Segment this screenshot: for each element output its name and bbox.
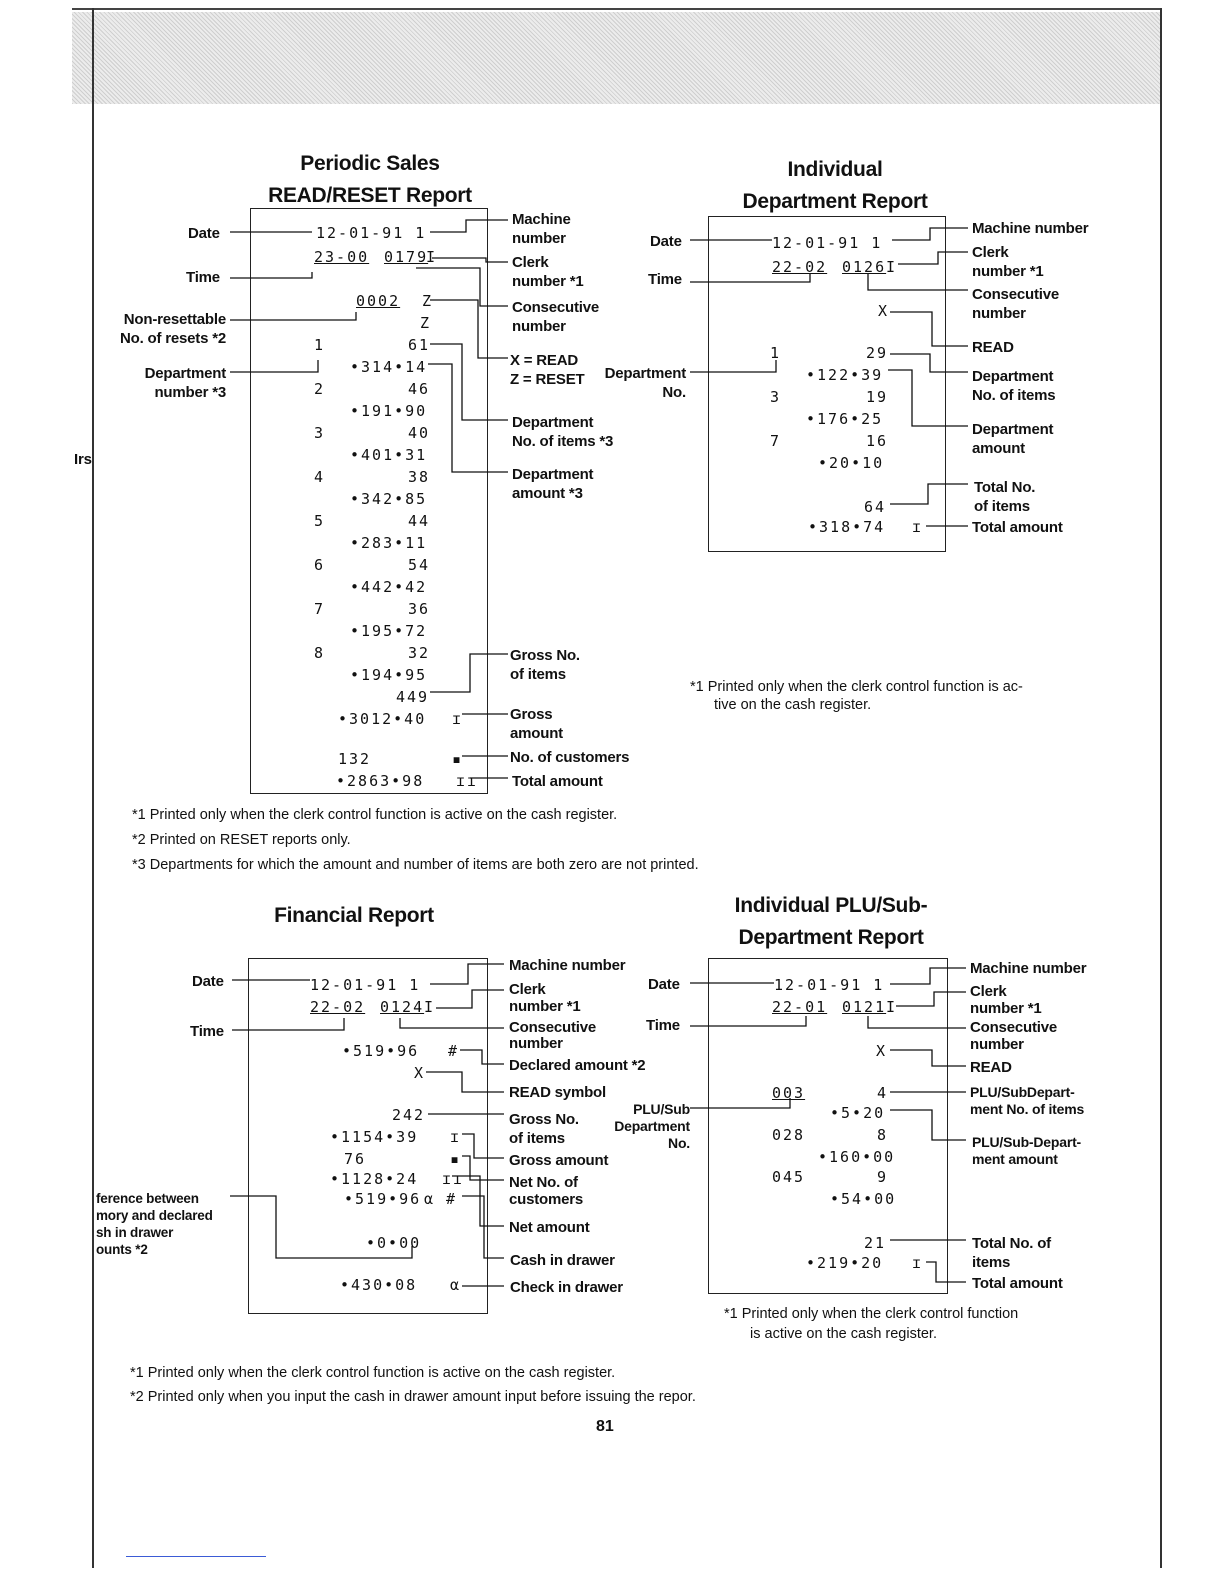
dept-no: 4 bbox=[314, 468, 326, 486]
inddept-time-value: 22-02 bbox=[772, 258, 828, 276]
plu-clerk-label-2: number *1 bbox=[970, 1000, 1042, 1017]
financial-gross-items-label-2: of items bbox=[509, 1130, 565, 1147]
leader-line bbox=[868, 1016, 966, 1028]
margin-fragment: Irs bbox=[74, 451, 92, 468]
plu-title-1: Individual PLU/Sub- bbox=[734, 894, 928, 917]
leader-line bbox=[890, 354, 968, 372]
financial-net-label: Net No. of bbox=[509, 1174, 578, 1191]
dept-items: 38 bbox=[407, 468, 430, 486]
inddept-title-2: Department Report bbox=[742, 190, 928, 213]
financial-customers-symbol: ▪ bbox=[450, 1150, 462, 1168]
inddept-clerk-symbol: I bbox=[886, 258, 898, 276]
dept-no: 8 bbox=[314, 644, 326, 662]
inddept-consec-value: 0126 bbox=[842, 258, 887, 276]
financial-diff-label-3: sh in drawer bbox=[96, 1225, 174, 1240]
dept-amount: •442•42 bbox=[350, 578, 428, 596]
plu-items-label: PLU/SubDepart- bbox=[970, 1084, 1075, 1100]
financial-net-amount: •1128•24 bbox=[330, 1170, 419, 1188]
leader-line bbox=[430, 344, 508, 420]
inddept-row-amount: •122•39 bbox=[806, 366, 884, 384]
periodic-date-value: 12-01-91 1 bbox=[316, 224, 427, 242]
periodic-consec-value: 0179 bbox=[384, 248, 429, 266]
financial-gross-symbol: ɪ bbox=[450, 1128, 462, 1146]
periodic-gross-symbol: ɪ bbox=[452, 710, 464, 728]
dept-items: 32 bbox=[407, 644, 430, 662]
leader-line bbox=[428, 364, 508, 472]
leader-line bbox=[690, 1016, 806, 1026]
inddept-title-1: Individual bbox=[787, 158, 883, 181]
inddept-time-label: Time bbox=[648, 271, 682, 288]
periodic-gross-items: 449 bbox=[396, 688, 430, 706]
plu-row-items: 4 bbox=[876, 1084, 888, 1102]
inddept-clerk-label-2: number *1 bbox=[972, 263, 1044, 280]
inddept-footnote-2: tive on the cash register. bbox=[714, 697, 872, 713]
inddept-deptitems-label: Department bbox=[972, 368, 1054, 385]
inddept-consec-label-2: number bbox=[972, 305, 1026, 322]
financial-gross-items-label: Gross No. bbox=[509, 1111, 579, 1128]
periodic-machine-label: Machine bbox=[512, 211, 571, 228]
leader-line bbox=[890, 312, 968, 346]
inddept-total-symbol: ɪ bbox=[912, 518, 924, 536]
leader-line bbox=[898, 252, 968, 264]
plu-machine-label: Machine number bbox=[970, 960, 1087, 977]
periodic-deptitems-label-2: No. of items *3 bbox=[512, 433, 614, 450]
plu-row-amount: •54•00 bbox=[830, 1190, 897, 1208]
inddept-machine-label: Machine number bbox=[972, 220, 1089, 237]
plu-total: •219•20 bbox=[806, 1254, 884, 1272]
inddept-row-no: 7 bbox=[770, 432, 782, 450]
financial-read-symbol: X bbox=[414, 1064, 426, 1082]
financial-clerk-symbol: I bbox=[424, 998, 436, 1016]
periodic-title-1: Periodic Sales bbox=[300, 152, 440, 175]
financial-read-label: READ symbol bbox=[509, 1084, 606, 1101]
dept-no: 3 bbox=[314, 424, 326, 442]
plu-read-label: READ bbox=[970, 1059, 1012, 1076]
inddept-row-items: 19 bbox=[865, 388, 888, 406]
dept-items: 40 bbox=[407, 424, 430, 442]
periodic-footnote: *2 Printed on RESET reports only. bbox=[132, 832, 351, 848]
periodic-footnote: *3 Departments for which the amount and number of items are both zero are not printed. bbox=[132, 857, 699, 873]
leader-line bbox=[462, 1196, 504, 1258]
leader-line bbox=[400, 1018, 504, 1028]
financial-time-label: Time bbox=[190, 1023, 224, 1040]
plu-row-no: 028 bbox=[772, 1126, 806, 1144]
leader-line bbox=[890, 1050, 966, 1066]
leader-line bbox=[460, 1050, 504, 1064]
financial-diff-label-4: ounts *2 bbox=[96, 1242, 148, 1257]
periodic-consec-label: Consecutive bbox=[512, 299, 599, 316]
periodic-customers-symbol: ▪ bbox=[452, 750, 464, 768]
leader-line bbox=[890, 968, 966, 984]
inddept-row-amount: •176•25 bbox=[806, 410, 884, 428]
financial-net-label-2: customers bbox=[509, 1191, 584, 1208]
leader-line bbox=[232, 1018, 344, 1030]
periodic-nonreset-label-2: No. of resets *2 bbox=[119, 330, 226, 347]
dept-items: 61 bbox=[407, 336, 430, 354]
plu-clerk-label: Clerk bbox=[970, 983, 1007, 1000]
plu-footnote-2: is active on the cash register. bbox=[750, 1326, 937, 1342]
dept-amount: •342•85 bbox=[350, 490, 428, 508]
financial-net-symbol: ɪɪ bbox=[442, 1170, 465, 1188]
dept-no: 1 bbox=[314, 336, 326, 354]
financial-check: •430•08 bbox=[340, 1276, 418, 1294]
financial-gross-items: 242 bbox=[392, 1106, 426, 1124]
plu-amount-label: PLU/Sub-Depart- bbox=[972, 1134, 1082, 1150]
inddept-total-label: Total amount bbox=[972, 519, 1063, 536]
leader-line bbox=[868, 274, 968, 290]
financial-date-value: 12-01-91 1 bbox=[310, 976, 421, 994]
dept-amount: •283•11 bbox=[350, 534, 428, 552]
leader-line bbox=[436, 990, 504, 1008]
periodic-gross-amt-label-2: amount bbox=[510, 725, 563, 742]
inddept-date-value: 12-01-91 1 bbox=[772, 234, 883, 252]
leader-line bbox=[888, 370, 968, 426]
financial-machine-label: Machine number bbox=[509, 957, 626, 974]
periodic-dept-label: Department bbox=[144, 365, 226, 382]
periodic-total: •2863•98 bbox=[336, 772, 425, 790]
leader-line bbox=[430, 300, 508, 358]
inddept-totitems-label-2: of items bbox=[974, 498, 1030, 515]
plu-items-label-2: ment No. of items bbox=[970, 1101, 1085, 1117]
financial-diff-label-2: mory and declared bbox=[96, 1208, 213, 1223]
financial-cash-label: Cash in drawer bbox=[510, 1252, 615, 1269]
plu-consec-label: Consecutive bbox=[970, 1019, 1057, 1036]
inddept-row-items: 16 bbox=[865, 432, 888, 450]
leader-line bbox=[462, 1134, 504, 1158]
plu-totitems-label-2: items bbox=[972, 1254, 1011, 1271]
dept-amount: •191•90 bbox=[350, 402, 428, 420]
dept-no: 6 bbox=[314, 556, 326, 574]
leader-line bbox=[230, 272, 312, 278]
leader-line bbox=[890, 1110, 966, 1140]
plu-title-2: Department Report bbox=[738, 926, 924, 949]
plu-total-label: Total amount bbox=[972, 1275, 1063, 1292]
dept-amount: •401•31 bbox=[350, 446, 428, 464]
periodic-time-value: 23-00 bbox=[314, 248, 370, 266]
plu-amount-label-2: ment amount bbox=[972, 1151, 1058, 1167]
dept-items: 36 bbox=[407, 600, 430, 618]
periodic-customers-label: No. of customers bbox=[510, 749, 630, 766]
periodic-customers: 132 bbox=[338, 750, 372, 768]
leader-line bbox=[896, 992, 966, 1006]
dept-amount: •195•72 bbox=[350, 622, 428, 640]
periodic-total-label: Total amount bbox=[512, 773, 603, 790]
inddept-dept-label: Department bbox=[604, 365, 686, 382]
periodic-title-2: READ/RESET Report bbox=[268, 184, 472, 207]
leader-line bbox=[426, 1072, 504, 1092]
plu-row-no: 045 bbox=[772, 1168, 806, 1186]
financial-declared-symbol: # bbox=[448, 1042, 460, 1060]
periodic-deptitems-label: Department bbox=[512, 414, 594, 431]
periodic-deptamt-label-2: amount *3 bbox=[512, 485, 583, 502]
leader-line bbox=[230, 1196, 412, 1258]
dept-items: 44 bbox=[407, 512, 430, 530]
page-number: 81 bbox=[596, 1418, 614, 1435]
dept-items: 54 bbox=[407, 556, 430, 574]
inddept-total-items: 64 bbox=[864, 498, 887, 516]
financial-footnote: *1 Printed only when the clerk control function is active on the cash register. bbox=[130, 1365, 616, 1381]
plu-consec-value: 0121 bbox=[842, 998, 887, 1016]
periodic-dept-label-2: number *3 bbox=[154, 384, 226, 401]
financial-cash: •519•96 bbox=[344, 1190, 422, 1208]
financial-customers: 76 bbox=[344, 1150, 367, 1168]
plu-date-value: 12-01-91 1 bbox=[774, 976, 885, 994]
financial-gross-amount: •1154•39 bbox=[330, 1128, 419, 1146]
inddept-row-no: 3 bbox=[770, 388, 782, 406]
leader-line bbox=[690, 360, 776, 372]
plu-footnote: *1 Printed only when the clerk control function bbox=[724, 1306, 1019, 1322]
inddept-read-label: READ bbox=[972, 339, 1014, 356]
periodic-deptamt-label: Department bbox=[512, 466, 594, 483]
inddept-dept-label-2: No. bbox=[662, 384, 686, 401]
plu-total-items: 21 bbox=[864, 1234, 887, 1252]
leader-line bbox=[690, 274, 810, 282]
periodic-date-label: Date bbox=[188, 225, 220, 242]
financial-time-value: 22-02 bbox=[310, 998, 366, 1016]
plu-row-amount: •5•20 bbox=[830, 1104, 886, 1122]
leader-line bbox=[430, 654, 508, 692]
financial-clerk-label-2: number *1 bbox=[509, 998, 581, 1015]
periodic-z-symbol: Z bbox=[422, 292, 434, 310]
plu-row-items: 8 bbox=[876, 1126, 888, 1144]
periodic-xread-label: X = READ bbox=[510, 352, 579, 369]
plu-row-amount: •160•00 bbox=[818, 1148, 896, 1166]
inddept-date-label: Date bbox=[650, 233, 682, 250]
dept-no: 5 bbox=[314, 512, 326, 530]
dept-no: 7 bbox=[314, 600, 326, 618]
financial-gross-amt-label: Gross amount bbox=[509, 1152, 609, 1169]
plu-row-items: 9 bbox=[876, 1168, 888, 1186]
periodic-machine-label-2: number bbox=[512, 230, 566, 247]
inddept-row-amount: •20•10 bbox=[818, 454, 885, 472]
plu-clerk-symbol: I bbox=[886, 998, 898, 1016]
leader-line bbox=[926, 1262, 966, 1282]
plu-subdept-label-2: Department bbox=[614, 1118, 690, 1134]
financial-cash-symbol: α # bbox=[424, 1190, 458, 1208]
periodic-gross-items-label: Gross No. bbox=[510, 647, 580, 664]
inddept-deptamt-label-2: amount bbox=[972, 440, 1025, 457]
inddept-clerk-label: Clerk bbox=[972, 244, 1009, 261]
dept-items: 46 bbox=[407, 380, 430, 398]
inddept-deptitems-label-2: No. of items bbox=[972, 387, 1056, 404]
plu-subdept-label-3: No. bbox=[668, 1135, 690, 1151]
financial-consec-value: 0124 bbox=[380, 998, 425, 1016]
inddept-read-symbol: X bbox=[878, 302, 890, 320]
financial-net-amt-label: Net amount bbox=[509, 1219, 590, 1236]
periodic-time-label: Time bbox=[186, 269, 220, 286]
plu-subdept-label: PLU/Sub bbox=[633, 1101, 690, 1117]
leader-line bbox=[430, 220, 508, 232]
inddept-totitems-label: Total No. bbox=[974, 479, 1036, 496]
inddept-deptamt-label: Department bbox=[972, 421, 1054, 438]
periodic-gross-amount: •3012•40 bbox=[338, 710, 427, 728]
financial-title: Financial Report bbox=[274, 904, 434, 927]
periodic-resets-value: 0002 bbox=[356, 292, 401, 310]
periodic-clerk-label: Clerk bbox=[512, 254, 549, 271]
financial-check-label: Check in drawer bbox=[510, 1279, 623, 1296]
leader-line bbox=[432, 258, 508, 262]
financial-diff-label: ference between bbox=[96, 1191, 199, 1206]
financial-consec-label-2: number bbox=[509, 1035, 563, 1052]
plu-date-label: Date bbox=[648, 976, 680, 993]
periodic-footnote: *1 Printed only when the clerk control function is active on the cash register. bbox=[132, 807, 618, 823]
leader-line bbox=[892, 228, 968, 240]
financial-declared-label: Declared amount *2 bbox=[509, 1057, 646, 1074]
plu-row-no: 003 bbox=[772, 1084, 806, 1102]
inddept-consec-label: Consecutive bbox=[972, 286, 1059, 303]
inddept-total: •318•74 bbox=[808, 518, 886, 536]
inddept-row-items: 29 bbox=[865, 344, 888, 362]
periodic-total-symbol: ɪɪ bbox=[456, 772, 479, 790]
periodic-nonreset-label: Non-resettable bbox=[123, 311, 226, 328]
plu-total-symbol: ɪ bbox=[912, 1254, 924, 1272]
inddept-footnote: *1 Printed only when the clerk control function is ac- bbox=[690, 679, 1023, 695]
plu-time-label: Time bbox=[646, 1017, 680, 1034]
periodic-clerk-label-2: number *1 bbox=[512, 273, 584, 290]
dept-amount: •194•95 bbox=[350, 666, 428, 684]
plu-totitems-label: Total No. of bbox=[972, 1235, 1051, 1252]
periodic-clerk-symbol: I bbox=[426, 248, 438, 266]
inddept-row-no: 1 bbox=[770, 344, 782, 362]
financial-consec-label: Consecutive bbox=[509, 1019, 596, 1036]
leader-line bbox=[230, 312, 356, 320]
leader-line bbox=[890, 484, 968, 504]
dept-no: 2 bbox=[314, 380, 326, 398]
plu-time-value: 22-01 bbox=[772, 998, 828, 1016]
periodic-z-symbol-2: Z bbox=[420, 314, 432, 332]
periodic-gross-items-label-2: of items bbox=[510, 666, 566, 683]
financial-footnote: *2 Printed only when you input the cash in drawer amount input before issuing the repor. bbox=[130, 1389, 696, 1405]
dept-amount: •314•14 bbox=[350, 358, 428, 376]
financial-declared: •519•96 bbox=[342, 1042, 420, 1060]
plu-consec-label-2: number bbox=[970, 1036, 1024, 1053]
financial-difference: •0•00 bbox=[366, 1234, 422, 1252]
financial-date-label: Date bbox=[192, 973, 224, 990]
leader-line bbox=[452, 1176, 504, 1226]
financial-clerk-label: Clerk bbox=[509, 981, 546, 998]
plu-read-symbol: X bbox=[876, 1042, 888, 1060]
leader-line bbox=[230, 360, 318, 372]
periodic-consec-label-2: number bbox=[512, 318, 566, 335]
periodic-zreset-label: Z = RESET bbox=[510, 371, 585, 388]
financial-check-symbol: α bbox=[450, 1276, 462, 1294]
periodic-gross-amt-label: Gross bbox=[510, 706, 553, 723]
leader-line bbox=[690, 1098, 790, 1108]
leader-line bbox=[430, 964, 504, 984]
